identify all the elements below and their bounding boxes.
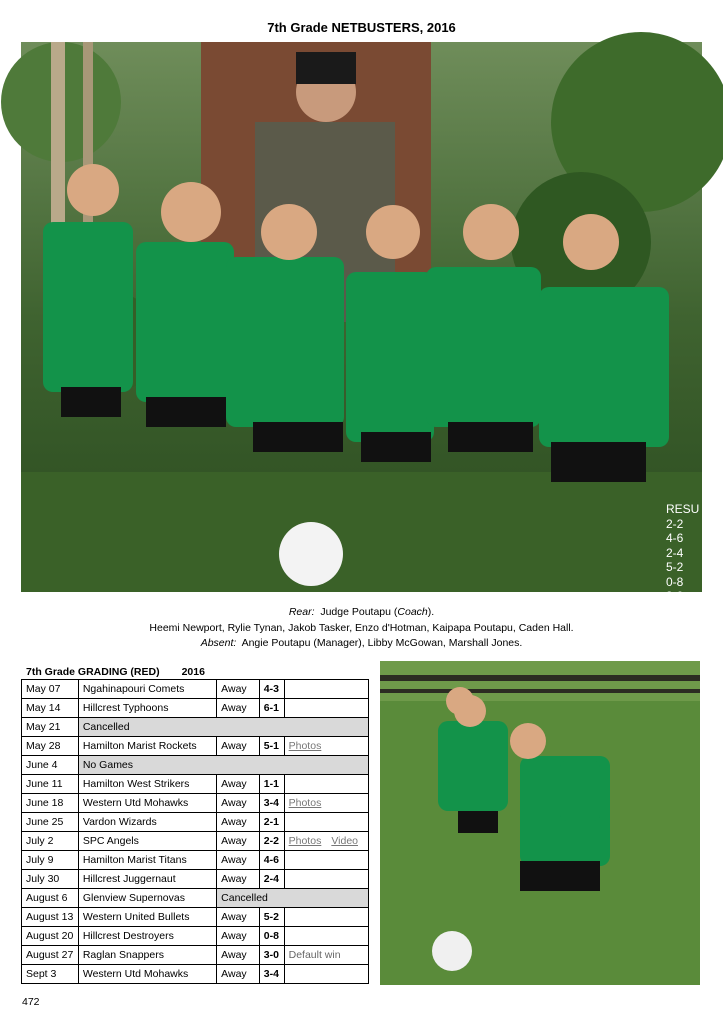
row-date: May 14 (22, 699, 79, 718)
row-date: June 4 (22, 756, 79, 775)
row-venue: Away (217, 851, 260, 870)
grading-title (26, 666, 205, 678)
row-score: 6-1 (259, 699, 284, 718)
row-note: No Games (78, 756, 368, 775)
row-extra (284, 927, 368, 946)
absent-text: Angie Poutapu (Manager), Libby McGowan, Marshall Jones. (241, 637, 523, 649)
row-note: Cancelled (78, 718, 368, 737)
table-row (22, 718, 369, 737)
row-opponent: Vardon Wizards (78, 813, 216, 832)
row-venue: Away (217, 946, 260, 965)
row-extra: Default win (284, 946, 368, 965)
row-extra (284, 908, 368, 927)
caption-rear (0, 606, 723, 618)
row-venue: Away (217, 737, 260, 756)
row-opponent: Hamilton West Strikers (78, 775, 216, 794)
row-venue: Away (217, 794, 260, 813)
table-row (22, 756, 369, 775)
row-opponent: Hamilton Marist Titans (78, 851, 216, 870)
row-opponent: Western United Bullets (78, 908, 216, 927)
row-opponent: Western Utd Mohawks (78, 794, 216, 813)
grading-year: 2016 (181, 666, 205, 678)
row-extra (284, 699, 368, 718)
table-row (22, 680, 369, 699)
row-venue: Away (217, 965, 260, 984)
table-row (22, 851, 369, 870)
team-photo (21, 42, 702, 603)
row-date: June 25 (22, 813, 79, 832)
row-cancelled: Cancelled (217, 889, 369, 908)
results-table (21, 679, 369, 984)
row-opponent: SPC Angels (78, 832, 216, 851)
absent-label: Absent: (200, 637, 237, 649)
row-date: August 20 (22, 927, 79, 946)
row-extra (284, 832, 368, 851)
row-date: June 11 (22, 775, 79, 794)
page-title: 7th Grade NETBUSTERS, 2016 (267, 20, 456, 35)
row-opponent: Ngahinapouri Comets (78, 680, 216, 699)
row-venue: Away (217, 680, 260, 699)
row-opponent: Raglan Snappers (78, 946, 216, 965)
row-date: June 18 (22, 794, 79, 813)
row-venue: Away (217, 927, 260, 946)
row-venue: Away (217, 775, 260, 794)
row-score: 3-0 (259, 946, 284, 965)
row-opponent: Hillcrest Juggernaut (78, 870, 216, 889)
row-extra (284, 870, 368, 889)
video-link[interactable]: Video (331, 835, 358, 847)
row-venue: Away (217, 813, 260, 832)
table-row (22, 832, 369, 851)
photo-side-line: 4-6 (666, 531, 684, 545)
photos-link[interactable]: Photos (288, 797, 322, 809)
photo-side-line: 2-2 (666, 516, 684, 531)
table-row (22, 775, 369, 794)
row-date: July 2 (22, 832, 79, 851)
row-score: 3-4 (259, 794, 284, 813)
row-score: 0-8 (259, 927, 284, 946)
row-extra (284, 851, 368, 870)
row-venue: Away (217, 699, 260, 718)
row-score: 5-1 (259, 737, 284, 756)
photo-side-line: RESU (666, 502, 700, 516)
row-opponent: Hillcrest Typhoons (78, 699, 216, 718)
table-row (22, 927, 369, 946)
table-row (22, 794, 369, 813)
row-date: July 30 (22, 870, 79, 889)
row-extra (284, 965, 368, 984)
row-venue: Away (217, 832, 260, 851)
action-photo (380, 661, 700, 985)
row-date: May 28 (22, 737, 79, 756)
rear-end: ). (427, 606, 435, 618)
row-score: 2-1 (259, 813, 284, 832)
table-row (22, 813, 369, 832)
row-opponent: Western Utd Mohawks (78, 965, 216, 984)
row-score: 4-6 (259, 851, 284, 870)
action-photo-illustration (380, 661, 700, 985)
row-extra (284, 680, 368, 699)
row-extra (284, 794, 368, 813)
table-row (22, 870, 369, 889)
team-photo-illustration (21, 42, 702, 592)
rear-label: Rear: (288, 606, 315, 618)
row-score: 2-2 (259, 832, 284, 851)
table-row (22, 889, 369, 908)
table-row (22, 965, 369, 984)
photos-link[interactable]: Photos (288, 740, 322, 752)
coach-label: Coach (397, 606, 428, 618)
caption-front: Heemi Newport, Rylie Tynan, Jakob Tasker, Enzo d'Hotman, Kaipapa Poutapu, Caden Hall. (149, 622, 574, 634)
row-date: May 07 (22, 680, 79, 699)
row-date: May 21 (22, 718, 79, 737)
row-opponent: Hillcrest Destroyers (78, 927, 216, 946)
photo-side-line: 3-0 (666, 589, 684, 603)
row-opponent: Hamilton Marist Rockets (78, 737, 216, 756)
caption-absent (0, 637, 723, 649)
grading-heading: 7th Grade GRADING (RED) (26, 666, 160, 678)
row-date: July 9 (22, 851, 79, 870)
row-venue: Away (217, 870, 260, 889)
table-row (22, 699, 369, 718)
photo-side-text (666, 502, 698, 604)
photo-side-line: 5-2 (666, 560, 684, 574)
row-score: 1-1 (259, 775, 284, 794)
photo-side-line: 0-8 (666, 574, 684, 589)
photos-link[interactable]: Photos (288, 835, 322, 847)
row-extra (284, 737, 368, 756)
row-score: 5-2 (259, 908, 284, 927)
photo-side-line: 2-4 (666, 545, 684, 560)
rear-text: Judge Poutapu ( (320, 606, 398, 618)
row-score: 3-4 (259, 965, 284, 984)
row-extra (284, 775, 368, 794)
row-opponent: Glenview Supernovas (78, 889, 216, 908)
row-score: 2-4 (259, 870, 284, 889)
row-venue: Away (217, 908, 260, 927)
row-date: August 6 (22, 889, 79, 908)
row-date: August 27 (22, 946, 79, 965)
row-score: 4-3 (259, 680, 284, 699)
row-extra (284, 813, 368, 832)
table-row (22, 737, 369, 756)
row-date: August 13 (22, 908, 79, 927)
table-row (22, 908, 369, 927)
page-number: 472 (22, 996, 40, 1008)
table-row (22, 946, 369, 965)
row-date: Sept 3 (22, 965, 79, 984)
